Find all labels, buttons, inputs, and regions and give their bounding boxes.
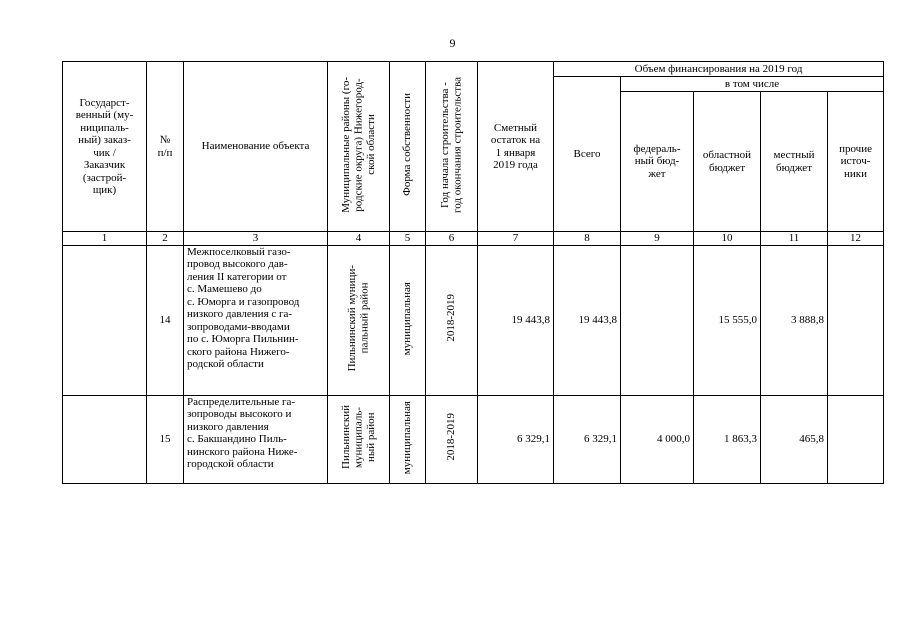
financing-table [62,61,884,484]
column-number: 12 [828,232,884,246]
row-district: Пильнинский муници- пальный район [328,245,390,395]
row-other [828,245,884,395]
column-number: 9 [621,232,694,246]
header-num: № п/п [147,62,184,232]
header-object-name: Наименование объекта [184,62,328,232]
row-other [828,395,884,483]
column-number: 2 [147,232,184,246]
column-number: 5 [390,232,426,246]
row-object-name: Распределительные га- зопроводы высокого и низкого давления с. Бакшандино Пиль- нинского района Ниже- городской области [184,395,328,483]
column-number: 7 [478,232,554,246]
header-estimate: Сметный остаток на 1 января 2019 года [478,62,554,232]
column-number: 1 [63,232,147,246]
table-row [63,245,884,395]
header-funding-group: Объем финансирования на 2019 год [554,62,884,77]
row-years: 2018-2019 [426,395,478,483]
header-ownership: Форма собственности [390,62,426,232]
row-local: 3 888,8 [761,245,828,395]
header-including: в том числе [621,77,884,92]
row-regional: 15 555,0 [694,245,761,395]
column-number: 11 [761,232,828,246]
table-row [63,395,884,483]
row-num: 15 [147,395,184,483]
page-number: 9 [449,36,456,50]
row-total: 19 443,8 [554,245,621,395]
column-number: 3 [184,232,328,246]
header-local: местный бюджет [761,92,828,232]
row-ownership: муниципальная [390,395,426,483]
row-local: 465,8 [761,395,828,483]
row-customer [63,395,147,483]
row-federal: 4 000,0 [621,395,694,483]
header-years: Год начала строительства - год окончания строительства [426,62,478,232]
header-total: Всего [554,77,621,232]
header-federal: федераль- ный бюд- жет [621,92,694,232]
row-estimate: 19 443,8 [478,245,554,395]
row-district: Пильнинский муниципаль- ный район [328,395,390,483]
row-years: 2018-2019 [426,245,478,395]
column-number: 10 [694,232,761,246]
row-regional: 1 863,3 [694,395,761,483]
row-estimate: 6 329,1 [478,395,554,483]
header-other: прочие источ- ники [828,92,884,232]
row-object-name: Межпоселковый газо- провод высокого дав- ления II категории от с. Мамешево до с. Юморга и газопровод низкого давления с га- зопроводами-вводами по с. Юморга Пильнин- ского района Нижего- родской области [184,245,328,395]
column-number: 8 [554,232,621,246]
header-districts: Муниципальные районы (го- родские округа) Нижегород- ской области [328,62,390,232]
row-total: 6 329,1 [554,395,621,483]
row-num: 14 [147,245,184,395]
header-customer: Государст- венный (му- ниципаль- ный) заказ- чик / Заказчик (застрой- щик) [63,62,147,232]
row-ownership: муниципальная [390,245,426,395]
column-number: 6 [426,232,478,246]
column-number: 4 [328,232,390,246]
row-federal [621,245,694,395]
column-numbers-row [63,232,884,246]
header-regional: областной бюджет [694,92,761,232]
row-customer [63,245,147,395]
